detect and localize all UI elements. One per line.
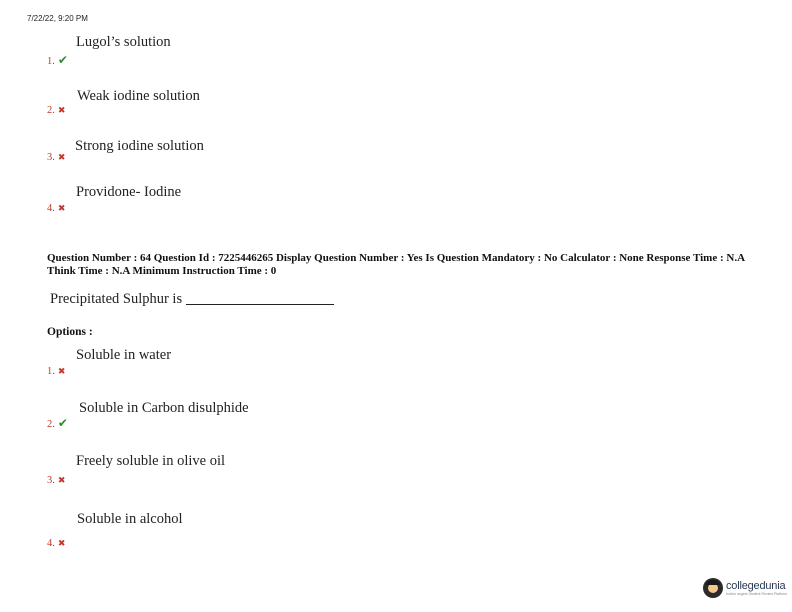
option-text: Freely soluble in olive oil [76,453,226,469]
mascot-icon [703,578,723,598]
option-text: Weak iodine solution [77,88,200,104]
print-timestamp: 7/22/22, 9:20 PM [27,14,88,23]
option-text: Soluble in alcohol [77,511,183,527]
option-number: 3. ✖ [47,152,66,163]
cross-icon: ✖ [57,367,66,377]
option-number: 2. ✔ [47,416,68,430]
option-text: Soluble in water [76,347,172,363]
answer-blank [186,292,334,305]
question-metadata: Question Number : 64 Question Id : 7225446265 Display Question Number : Yes Is Question Mandatory : No Calculator : None Response Time : N.A Think Time : N.A Minimum Instruction Time : 0 [47,252,745,277]
option-text: Providone- Iodine [76,184,182,200]
option-number: 1. ✔ [47,53,68,67]
cross-icon: ✖ [57,539,66,549]
logo-tagline: India's largest Student Review Platform [726,592,787,596]
option-number: 4. ✖ [47,203,66,214]
check-icon: ✔ [57,53,68,67]
logo-name: collegedunia [726,580,786,592]
option-text: Soluble in Carbon disulphide [79,400,249,416]
option-text: Strong iodine solution [75,138,204,154]
collegedunia-logo [703,578,787,598]
question-text: Precipitated Sulphur is [50,291,334,308]
cross-icon: ✖ [57,106,66,116]
cross-icon: ✖ [57,153,66,163]
option-number: 4. ✖ [47,538,66,549]
check-icon: ✔ [57,416,68,430]
option-number: 3. ✖ [47,475,66,486]
option-number: 1. ✖ [47,366,66,377]
option-number: 2. ✖ [47,105,66,116]
option-text: Lugol’s solution [76,34,171,50]
cross-icon: ✖ [57,204,66,214]
cross-icon: ✖ [57,476,66,486]
options-label: Options : [47,326,93,338]
